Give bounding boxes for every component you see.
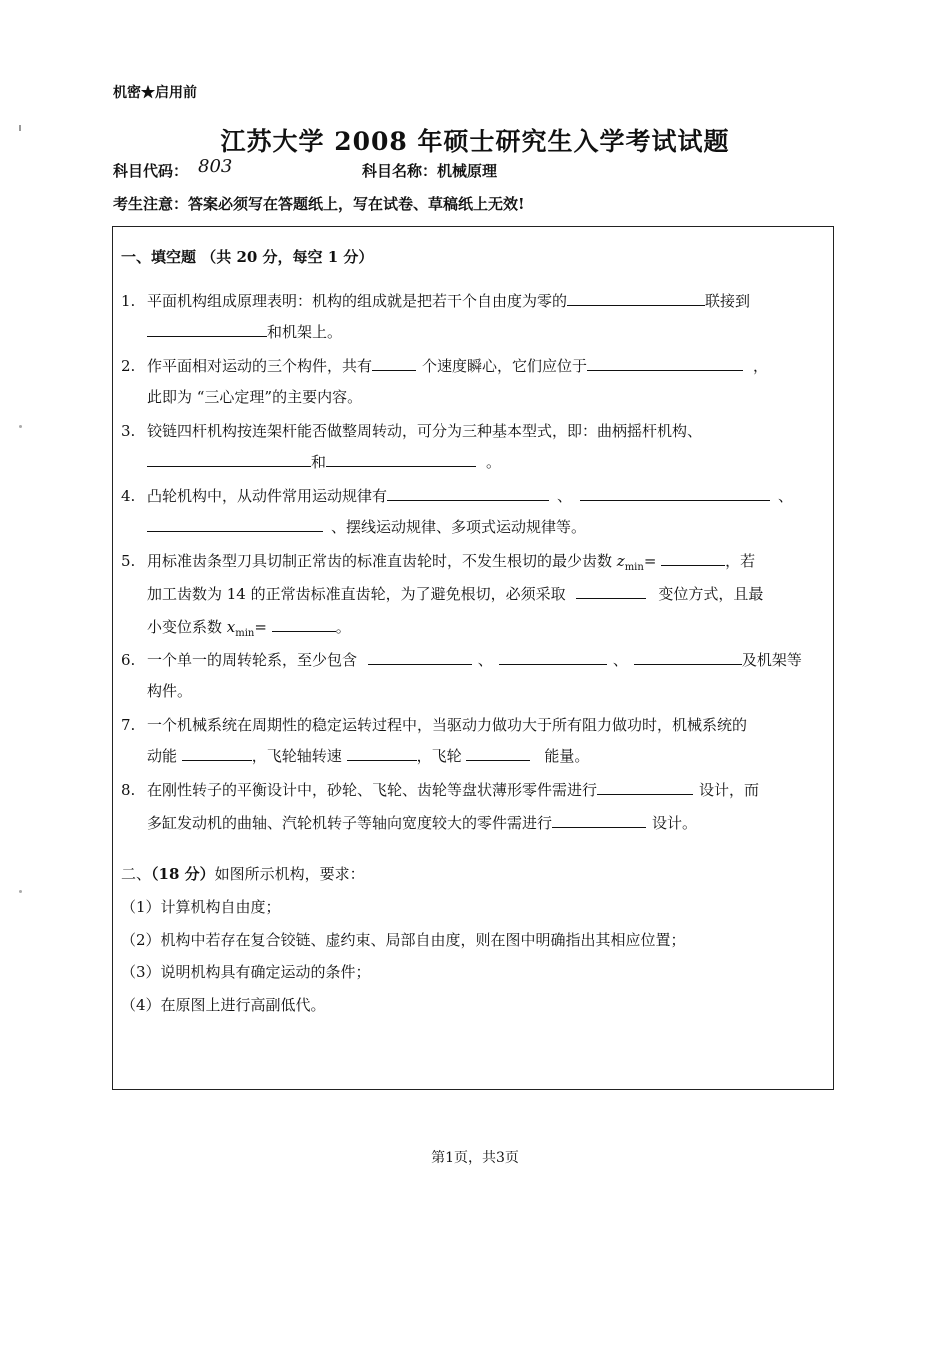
answer-blank[interactable] xyxy=(576,584,646,599)
question-7: 7. 一个机械系统在周期性的稳定运转过程中，当驱动力做功大于所有阻力做功时，机械系统的 xyxy=(121,716,748,734)
question-1-cont: 和机架上。 xyxy=(147,322,342,342)
scan-mark xyxy=(19,125,21,131)
answer-blank[interactable] xyxy=(347,746,417,761)
candidate-notice: 考生注意：答案必须写在答题纸上，写在试卷、草稿纸上无效! xyxy=(113,195,525,213)
confidential-mark: 机密★启用前 xyxy=(113,85,197,101)
question-3: 3. 铰链四杆机构按连架杆能否做整周转动，可分为三种基本型式，即：曲柄摇杆机构、 xyxy=(121,422,703,440)
answer-blank[interactable] xyxy=(272,617,336,632)
answer-blank[interactable] xyxy=(597,780,693,795)
subject-code-label: 科目代码： xyxy=(113,162,189,180)
answer-blank[interactable] xyxy=(372,356,416,371)
requirement-item: （3）说明机构具有确定运动的条件； xyxy=(121,963,371,981)
question-frame xyxy=(112,226,834,1090)
answer-blank[interactable] xyxy=(634,650,742,665)
answer-blank[interactable] xyxy=(580,486,770,501)
requirement-item: （2）机构中若存在复合铰链、虚约束、局部自由度，则在图中明确指出其相应位置； xyxy=(121,931,686,949)
question-number: 8. xyxy=(121,781,136,799)
requirement-item: （1）计算机构自由度； xyxy=(121,898,281,916)
answer-blank[interactable] xyxy=(182,746,252,761)
answer-blank[interactable] xyxy=(567,291,705,306)
question-2-cont: 此即为 “三心定理”的主要内容。 xyxy=(147,388,363,406)
answer-blank[interactable] xyxy=(147,517,323,532)
question-number: 7. xyxy=(121,716,136,734)
subject-code-value: 803 xyxy=(198,156,233,177)
answer-blank[interactable] xyxy=(326,452,476,467)
question-6: 6. 一个单一的周转轮系，至少包含 、 、 及机架等 xyxy=(121,651,802,669)
page-number: 第1页，共3页 xyxy=(431,1150,519,1166)
question-8: 8. 在刚性转子的平衡设计中，砂轮、飞轮、齿轮等盘状薄形零件需进行 设计，而 xyxy=(121,781,760,799)
question-5-cont: 加工齿数为 14 的正常齿标准直齿轮，为了避免根切，必须采取 变位方式，且最 xyxy=(147,585,764,603)
question-3-cont: 和 。 xyxy=(147,452,501,472)
exam-title: 江苏大学 2008 年硕士研究生入学考试试题 xyxy=(220,127,730,156)
question-4: 4. 凸轮机构中，从动件常用运动规律有 、 、 xyxy=(121,487,794,505)
scan-dot xyxy=(19,425,22,428)
question-number: 3. xyxy=(121,422,136,440)
subject-name: 科目名称：机械原理 xyxy=(362,162,498,180)
question-4-cont: 、摆线运动规律、多项式运动规律等。 xyxy=(147,517,586,537)
answer-blank[interactable] xyxy=(147,452,311,467)
section2-heading: 二、（18 分）如图所示机构，要求： xyxy=(121,865,365,883)
requirement-item: （4）在原图上进行高副低代。 xyxy=(121,996,326,1014)
question-number: 6. xyxy=(121,651,136,669)
question-number: 1. xyxy=(121,292,136,310)
question-8-cont: 多缸发动机的曲轴、汽轮机转子等轴向宽度较大的零件需进行 设计。 xyxy=(147,814,698,832)
question-5-cont2: 小变位系数 $x_{min}=$ 。 xyxy=(147,618,351,639)
answer-blank[interactable] xyxy=(387,486,549,501)
question-2: 2. 作平面相对运动的三个构件，共有 个速度瞬心，它们应位于 ， xyxy=(121,357,769,375)
answer-blank[interactable] xyxy=(552,813,646,828)
question-number: 2. xyxy=(121,357,136,375)
question-1: 1. 平面机构组成原理表明：机构的组成就是把若干个自由度为零的 联接到 xyxy=(121,292,751,310)
answer-blank[interactable] xyxy=(499,650,607,665)
question-7-cont: 动能 ，飞轮轴转速 ，飞轮 能量。 xyxy=(147,747,590,765)
answer-blank[interactable] xyxy=(661,551,725,566)
question-number: 4. xyxy=(121,487,136,505)
question-5: 5. 用标准齿条型刀具切制正常齿的标准直齿轮时，不发生根切的最少齿数 $z_{min}=$ ，若 xyxy=(121,552,756,573)
answer-blank[interactable] xyxy=(587,356,743,371)
section1-heading: 一、填空题 （共 20 分，每空 1 分） xyxy=(121,248,374,266)
scan-dot xyxy=(19,890,22,893)
answer-blank[interactable] xyxy=(466,746,530,761)
question-number: 5. xyxy=(121,552,136,570)
answer-blank[interactable] xyxy=(368,650,472,665)
answer-blank[interactable] xyxy=(147,322,267,337)
question-6-cont: 构件。 xyxy=(147,682,193,700)
